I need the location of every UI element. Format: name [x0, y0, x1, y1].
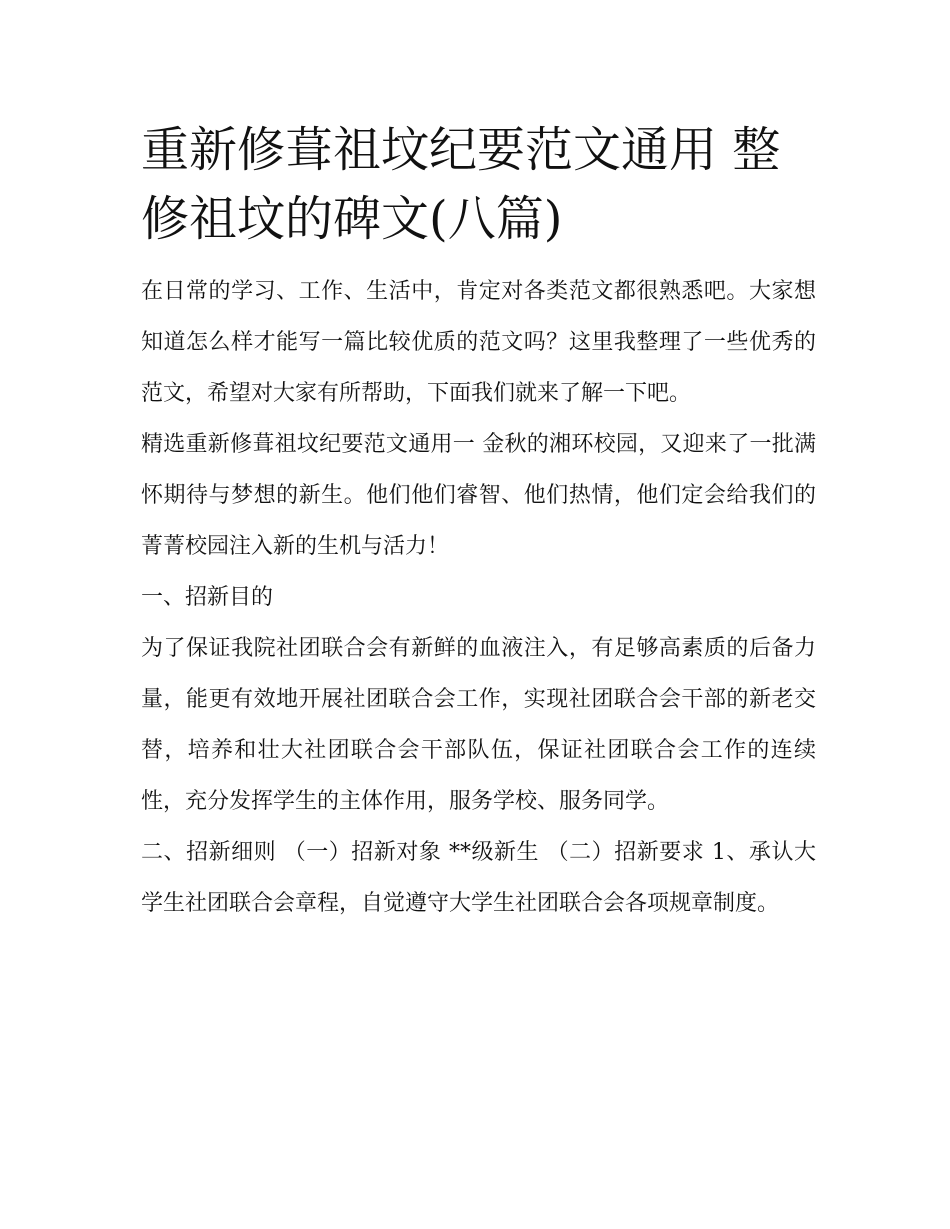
document-title: 重新修葺祖坟纪要范文通用 整修祖坟的碑文(八篇): [141, 122, 781, 247]
paragraph-purpose: 为了保证我院社团联合会有新鲜的血液注入，有足够高素质的后备力量，能更有效地开展社团联合会工作，实现社团联合会干部的新老交替，培养和壮大社团联合会干部队伍，保证社团联合会工作的连续性，充分发挥学生的主体作用，服务学校、服务同学。: [141, 636, 816, 814]
paragraph-sample-one: 精选重新修葺祖坟纪要范文通用一 金秋的湘环校园，又迎来了一批满怀期待与梦想的新生。他们他们睿智、他们热情，他们定会给我们的菁菁校园注入新的生机与活力！: [141, 432, 816, 559]
paragraph-intro: 在日常的学习、工作、生活中，肯定对各类范文都很熟悉吧。大家想知道怎么样才能写一篇比较优质的范文吗？这里我整理了一些优秀的范文，希望对大家有所帮助，下面我们就来了解一下吧。: [141, 279, 816, 406]
section-heading-purpose: 一、招新目的: [141, 585, 274, 610]
paragraph-rules: 二、招新细则 （一）招新对象 **级新生 （二）招新要求 1、承认大学生社团联合会章程，自觉遵守大学生社团联合会各项规章制度。: [141, 840, 816, 916]
document-body: [141, 116, 816, 929]
